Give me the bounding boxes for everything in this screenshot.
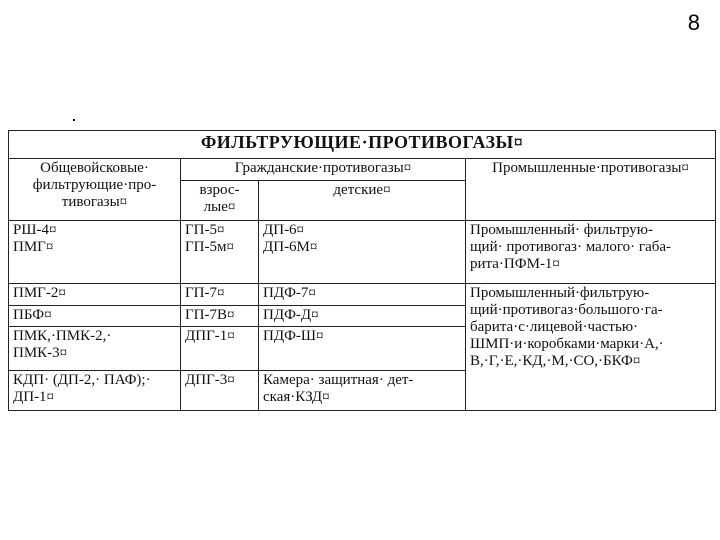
cell-line: ПМК-3¤ bbox=[13, 345, 68, 361]
cell-child bbox=[259, 327, 466, 371]
cell-military bbox=[9, 221, 181, 284]
cell-line: ПМК,·ПМК-2,· bbox=[13, 328, 112, 344]
stray-dot bbox=[73, 119, 75, 121]
cell-line: ГП-7В¤ bbox=[185, 307, 235, 323]
cell-line: ГП-5¤ bbox=[185, 222, 225, 238]
cell-line: барита·с·лицевой·частью· bbox=[470, 319, 639, 335]
cell-child bbox=[259, 371, 466, 411]
page-number: 8 bbox=[687, 10, 700, 35]
header-civil-adult bbox=[181, 181, 259, 221]
header-military bbox=[9, 159, 181, 221]
cell-military bbox=[9, 327, 181, 371]
cell-line: щий·противогаз·большого·га- bbox=[470, 302, 663, 318]
header-civil-child: детские¤ bbox=[259, 181, 466, 221]
cell-line: щий· противогаз· малого· габа- bbox=[470, 239, 672, 255]
cell-line: Промышленный·фильтрую- bbox=[470, 285, 650, 301]
cell-military bbox=[9, 371, 181, 411]
cell-line: ДПГ-1¤ bbox=[185, 328, 235, 344]
cell-child bbox=[259, 284, 466, 306]
cell-industrial bbox=[466, 221, 716, 284]
cell-line: ПБФ¤ bbox=[13, 307, 52, 323]
cell-line: ДПГ-3¤ bbox=[185, 372, 235, 388]
cell-adult bbox=[181, 371, 259, 411]
cell-line: ГП-5м¤ bbox=[185, 239, 234, 255]
cell-adult bbox=[181, 306, 259, 327]
cell-line: ПДФ-7¤ bbox=[263, 285, 316, 301]
cell-line: ПМГ¤ bbox=[13, 239, 54, 255]
header-military-line: Общевойсковые· bbox=[40, 160, 149, 176]
cell-line: ГП-7¤ bbox=[185, 285, 225, 301]
table-title: ФИЛЬТРУЮЩИЕ·ПРОТИВОГАЗЫ¤ bbox=[9, 131, 716, 159]
cell-child bbox=[259, 306, 466, 327]
header-civil: Гражданские·противогазы¤ bbox=[181, 159, 466, 181]
gas-mask-table-container bbox=[8, 130, 715, 411]
cell-line: РШ-4¤ bbox=[13, 222, 57, 238]
cell-military bbox=[9, 306, 181, 327]
cell-child bbox=[259, 221, 466, 284]
cell-line: ДП-6¤ bbox=[263, 222, 305, 238]
cell-adult bbox=[181, 221, 259, 284]
cell-line: В,·Г,·Е,·КД,·М,·СО,·БКФ¤ bbox=[470, 353, 641, 369]
cell-military bbox=[9, 284, 181, 306]
cell-adult bbox=[181, 284, 259, 306]
cell-line: Камера· защитная· дет- bbox=[263, 372, 414, 388]
header-adult-line: взрос- bbox=[199, 182, 240, 198]
cell-line: КДП· (ДП-2,· ПАФ);· bbox=[13, 372, 151, 388]
header-military-line: фильтрующие·про- bbox=[32, 177, 157, 193]
cell-line: ДП-1¤ bbox=[13, 389, 55, 405]
cell-adult bbox=[181, 327, 259, 371]
cell-line: ДП-6М¤ bbox=[263, 239, 318, 255]
header-adult-line: лые¤ bbox=[203, 199, 236, 215]
cell-industrial bbox=[466, 284, 716, 411]
cell-line: рита·ПФМ-1¤ bbox=[470, 256, 560, 272]
cell-line: ШМП·и·коробками·марки·А,· bbox=[470, 336, 664, 352]
gas-mask-table bbox=[8, 130, 716, 411]
cell-line: ПДФ-Д¤ bbox=[263, 307, 319, 323]
cell-line: ПМГ-2¤ bbox=[13, 285, 66, 301]
cell-line: ПДФ-Ш¤ bbox=[263, 328, 324, 344]
header-military-line: тивогазы¤ bbox=[61, 194, 128, 210]
header-industrial: Промышленные·противогазы¤ bbox=[466, 159, 716, 221]
cell-line: ская·КЗД¤ bbox=[263, 389, 330, 405]
cell-line: Промышленный· фильтрую- bbox=[470, 222, 653, 238]
